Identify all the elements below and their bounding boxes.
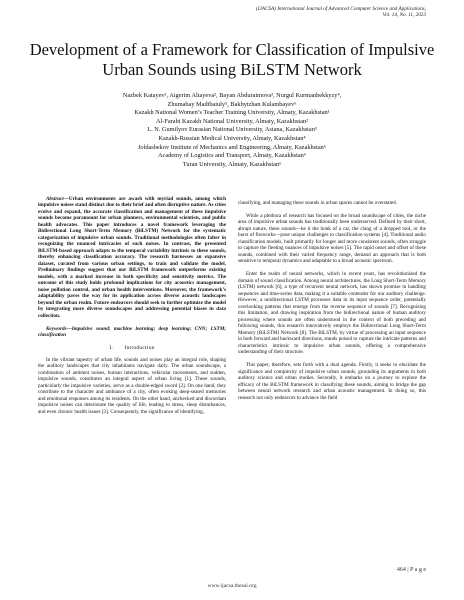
affiliation-5: Joldasbekov Institute of Mechanics and Engineering, Almaty, Kazakhstan⁵	[137, 143, 327, 151]
abstract-text: —Urban environments are awash with myriad sounds, among which impulsive noises stand distinct due to their brief and often disruptive nature. As cities evolve and expand, the accurate classification and management of these impulsive sounds become paramount for urban planners, environmental scientists, and public health advocates. This paper introduces a novel framework leveraging the Bidirectional Long Short-Term Memory (BiLSTM) Network for the systematic categorization of impulsive urban sounds. Traditional methodologies often falter in recognizing the nuanced intricacies of such noises. In contrast, the presented BiLSTM-based approach adapts to the temporal variability intrinsic to these sounds, thereby enhancing classification accuracy. The research harnesses an expansive dataset, curated from various urban settings, to train and validate the model. Preliminary findings suggest that our BiLSTM framework outperforms existing models, with a marked increase in both specificity and sensitivity metrics. The outcome of this study holds profound implications for city acoustics management, noise pollution control, and urban health interventions. Moreover, the framework’s adaptability paves the way for its application across diverse acoustic landscapes beyond the urban realm. Future endeavors should seek to further optimize the model by integrating more diverse soundscapes and addressing potential biases in data collection.	[38, 196, 226, 319]
section-heading-introduction: I. Introduction	[109, 345, 155, 352]
affiliation-2: Al-Farabi Kazakh National University, Almaty, Kazakhstan²	[156, 117, 308, 125]
body-paragraph: This paper, therefore, sets forth with a dual agenda. Firstly, it seeks to elucidate the significance and complexity of impulsive urban sounds, grounding its arguments in both auditory science and urban studies. Secondly, it embarks on a journey to explore the efficacy of the BiLSTM framework in classifying these sounds, aiming to bridge the gap between neural network research and urban acoustic management. In doing so, this research not only endeavors to advance the field	[238, 362, 426, 401]
keywords-text: —Impulsive sound; machine learning; deep learning; CNN; LSTM; classification	[38, 325, 226, 339]
abstract	[38, 196, 226, 319]
body-paragraph: In the vibrant tapestry of urban life, sounds and noises play an integral role, shaping the auditory landscapes that city inhabitants navigate daily. The urban soundscape, a combination of ambient noises, human interactions, vehicular movements, and sudden, impulsive sounds, constitutes an integral aspect of urban living [1]. These sounds, particularly the impulsive varieties, serve as a double-edged sword [2]. On one hand, they contribute to the character and ambiance of a city, often evoking deep-seated memories and emotional responses among its residents. On the other hand, unchecked and discordant impulsive noises can deteriorate the quality of life, leading to stress, sleep disturbances, and even chronic health issues [3]. Consequently, the significance of identifying,	[38, 356, 226, 415]
affiliation-7: Turan University, Almaty, Kazakhstan⁶	[182, 160, 282, 168]
abstract-label: Abstract	[46, 196, 64, 202]
author-block	[20, 92, 444, 169]
body-paragraph: classifying, and managing these sounds in urban spaces cannot be overstated.	[238, 200, 398, 206]
paper-title: Development of a Framework for Classification of Impulsive Urban Sounds using BiLSTM Network	[29, 40, 435, 79]
journal-header-line2: Vol. 14, No. 11, 2023	[382, 12, 426, 19]
author-names-line1: Nazbek Katayev¹, Aigerim Altayeva², Bayan Abduraimova³, Nurgul Kurmanbekkyzy⁴,	[122, 92, 342, 99]
affiliation-4: Kazakh-Russian Medical University, Almaty, Kazakhstan⁴	[158, 134, 306, 142]
right-column	[238, 200, 426, 408]
body-paragraph: While a plethora of research has focused on the broad soundscape of cities, the niche area of impulsive urban sounds has traditionally been underserved. Defined by their short, abrupt nature, these sounds—be it the honk of a car, the clang of a dropped tool, or the burst of fireworks—pose unique challenges to classification systems [4]. Traditional audio classification models, built primarily for longer and more consistent sounds, often struggle to capture the fleeting nuances of impulsive noises [5]. The rapid onset and offset of these sounds, combined with their varied frequency range, demand an approach that is both sensitive to temporal dynamics and adaptable to a broad acoustic spectrum.	[238, 212, 426, 265]
left-column	[38, 196, 226, 422]
author-names-line2: Zhumabay Madibaiuly⁵, Bakhytzhan Kulambayev⁶	[167, 100, 297, 108]
journal-header-line1: (IJACSA) International Journal of Advanced Computer Science and Applications,	[256, 6, 426, 12]
affiliation-1: Kazakh National Women’s Teacher Training University, Almaty, Kazakhstan¹	[134, 109, 330, 117]
journal-url: www.ijacsa.thesai.org	[207, 583, 257, 589]
body-paragraph: Enter the realm of neural networks, which in recent years, has revolutionized the domain of sound classification. Among neural architectures, the Long Short-Term Memory (LSTM) network [6], a type of recurrent neural network, has shown promise in handling sequences and time-series data, making it a suitable contender for our auditory challenge. However, a unidirectional LSTM processes data in its input sequence order, potentially overlooking patterns that emerge from the reverse sequence of sounds [7]. Recognizing this limitation, and drawing inspiration from the bidirectional nature of human auditory processing where sounds are often understood in the context of both preceding and following sounds, this research innovatively employs the Bidirectional Long Short-Term Memory (BiLSTM) Network [8]. The BiLSTM, by virtue of processing an input sequence in both forward and backward directions, stands poised to capture the intricate patterns and characteristics intrinsic to impulsive urban sounds, offering a comprehensive understanding of their structure.	[238, 271, 426, 356]
keywords	[38, 326, 226, 339]
keywords-label: Keywords	[46, 325, 67, 332]
journal-header	[256, 6, 426, 18]
page-number: 464 | P a g e	[396, 567, 426, 573]
affiliation-6: Academy of Logistics and Transport, Almaty, Kazakhstan⁶	[158, 152, 306, 160]
affiliation-3: L. N. Gumilyov Eurasian National University, Astana, Kazakhstan³	[147, 126, 317, 134]
